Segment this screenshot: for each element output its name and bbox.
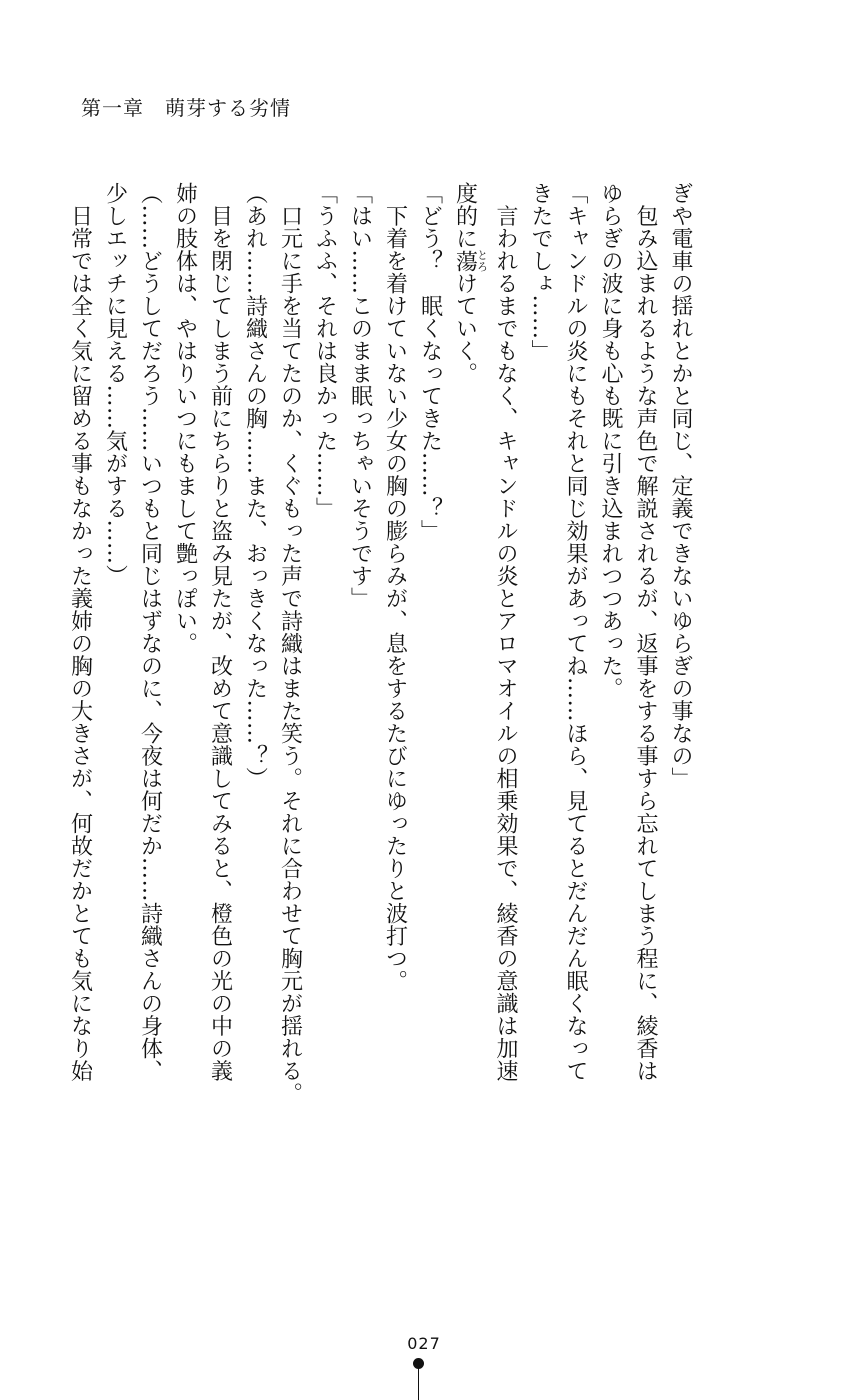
running-header: 第一章 萌芽する劣情 <box>81 96 291 120</box>
text-line-4: 「キャンドルの炎にもそれと同じ効果があってね……ほら、見てるとだんだん眠くなって <box>563 182 588 1082</box>
ruby-reading: とろ <box>475 249 489 273</box>
text-line-2: 包み込まれるような声色で解説されるが、返事をする事すら忘れてしまう程に、綾香は <box>633 182 658 1082</box>
text-line-12: 口元に手を当てたのか、くぐもった声で詩織はまた笑う。それに合わせて胸元が揺れる。 <box>277 182 303 1105</box>
text-line-11: 「うふふ、それは良かった……」 <box>312 182 338 520</box>
ruby-word: 蕩とろ <box>452 249 489 273</box>
text-line-6: 言われるまでもなく、キャンドルの炎とアロマオイルの相乗効果で、綾香の意識は加速 <box>493 182 518 1082</box>
text-line-5: きたでしょ……」 <box>528 182 553 362</box>
text-line-16: （……どうしてだろう……いつもと同じはずなのに、今夜は何だか……詩織さんの身体、 <box>137 182 163 1082</box>
vertical-text-body <box>67 182 698 1142</box>
text-line-7 <box>448 182 489 1142</box>
text-line-18: 日常では全く気に留める事もなかった義姉の胸の大きさが、何故だかとても気になり始 <box>67 182 93 1082</box>
text-line-7-part-a: 度的に <box>452 182 478 250</box>
text-line-13: （あれ……詩織さんの胸……また、おっきくなった……？） <box>242 182 268 790</box>
text-line-1: ぎや電車の揺れとかと同じ、定義できないゆらぎの事なの」 <box>668 182 693 790</box>
text-line-14: 目を閉じてしまう前にちらりと盗み見たが、改めて意識してみると、橙色の光の中の義 <box>207 182 233 1082</box>
text-line-15: 姉の肢体は、やはりいつにもまして艶っぽい。 <box>172 182 198 655</box>
text-line-8: 「どう？ 眠くなってきた……？」 <box>417 182 443 542</box>
text-line-10: 「はい……このまま眠っちゃいそうです」 <box>347 182 373 610</box>
text-line-17: 少しエッチに見える……気がする……） <box>102 182 128 587</box>
text-line-7-part-b: けていく。 <box>452 272 478 385</box>
text-line-9: 下着を着けていない少女の胸の膨らみが、息をするたびにゆったりと波打つ。 <box>382 182 408 992</box>
folio-line-ornament <box>418 1368 419 1400</box>
page-number: 027 <box>407 1334 441 1353</box>
text-line-3: ゆらぎの波に身も心も既に引き込まれつつあった。 <box>598 182 623 700</box>
